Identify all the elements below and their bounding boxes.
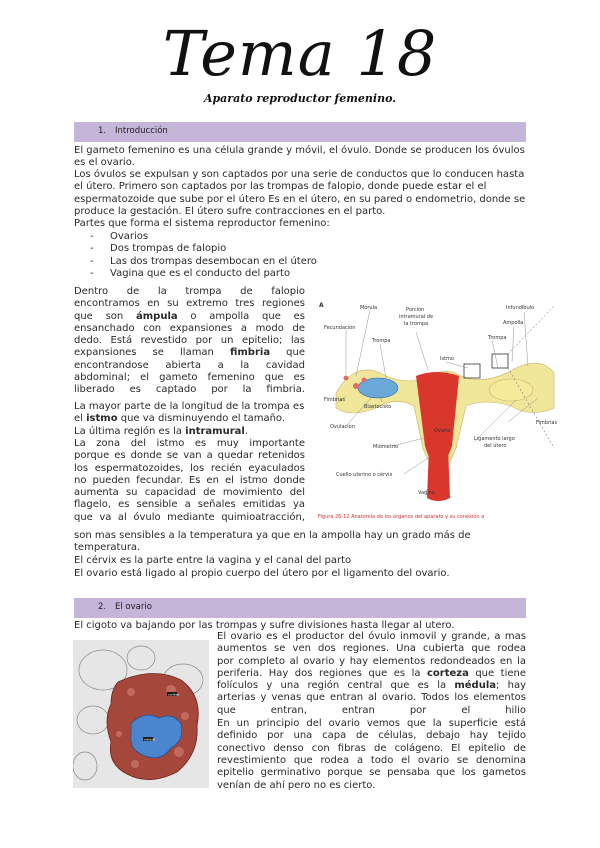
label-vagina: Vagina — [418, 490, 435, 496]
bold-term: fimbria — [229, 347, 271, 359]
label-la-trompa: la trompa — [404, 321, 429, 327]
bold-term: médula — [454, 680, 497, 692]
label-trompa: Trompa — [372, 338, 391, 344]
bold-term: corteza — [426, 667, 469, 679]
label-fecundacion: Fecundación — [324, 325, 356, 331]
text-line: abdominal; el gameto femenino que es — [74, 372, 305, 384]
label-del-utero: del útero — [484, 443, 507, 449]
label-porcion: Porción — [406, 307, 425, 313]
zoom-box — [492, 354, 508, 368]
text-line: ensanchado con expansiones a modo de — [74, 322, 305, 334]
section-heading: El ovario — [115, 602, 152, 612]
uterus-diagram — [316, 298, 560, 520]
text-line: encontrandose abierta a la cavidad — [74, 359, 305, 371]
list-item: - Las dos trompas desembocan en el útero — [90, 256, 390, 268]
section-number: 2. — [98, 602, 107, 612]
text-line: definido por una capa de células, debajo hay tejido — [217, 730, 526, 742]
text-line: epitelio germinativo porque se pensaba que los gametos — [217, 767, 526, 779]
label-ovulacion: Ovulación — [330, 424, 355, 430]
list-item: - Dos trompas de falopio — [90, 243, 390, 255]
bold-term: intramural — [185, 426, 245, 437]
paragraph-epitelio — [217, 718, 526, 779]
text-line: que va al óvulo mediante quimioatracción, — [74, 511, 305, 523]
text-line: arterias y venas que entran al ovario. Todos los elementos — [217, 692, 526, 704]
section-heading-bar — [74, 598, 526, 618]
text-line: aumentos se ven dos regiones. Una cubierta que rodea — [217, 643, 526, 655]
label-istmo: Istmo — [440, 356, 454, 362]
ovule-dot — [362, 378, 367, 383]
text-line: flagelo, es sensible a señales emitidas ya — [74, 499, 305, 511]
cortex-label: corteza — [168, 692, 180, 697]
label-ligamento: Ligamento largo — [474, 436, 515, 442]
paragraph: El gameto femenino es una célula grande y móvil, el óvulo. Donde se producen los óvulos es el ovario. — [74, 145, 525, 169]
text-line: que entran, entran por el hilio — [217, 704, 526, 716]
ovary-micrograph — [73, 640, 209, 788]
text-line: no pueden fecundar. Es en el istmo donde — [74, 474, 305, 486]
text-line: que son ámpula o ampolla que es — [74, 310, 305, 322]
paragraph: La mayor parte de la longitud de la trompa es el istmo que va disminuyendo el tamaño. — [74, 401, 305, 425]
ovary-right — [489, 379, 533, 401]
ovule-dot — [344, 376, 349, 381]
text-line: El ovario es el productor del óvulo inmovil y grande, a mas — [217, 631, 526, 642]
figure-letter: A — [319, 302, 324, 309]
paragraph: El cérvix es la parte entre la vagina y el canal del parto — [74, 555, 352, 566]
text-line: aumenta su capacidad de movimiento del — [74, 487, 305, 499]
paragraph-istmo — [74, 438, 305, 524]
label-intramural: intramural de — [399, 314, 434, 320]
paragraph-ovario — [217, 631, 526, 717]
text-line: Dentro de la trompa de falopio — [74, 286, 305, 297]
text-line: folículos y una región central que es la médula; hay — [217, 680, 526, 692]
bold-term: istmo — [86, 413, 118, 425]
zoom-box — [464, 364, 480, 378]
label-trompa: Trompa — [488, 335, 507, 341]
ovule-dot — [353, 383, 359, 389]
paragraph-trompa — [74, 286, 305, 397]
section-heading-bar — [74, 122, 526, 142]
list-item: - Ovarios — [90, 231, 390, 243]
label-ovario: Ovario — [434, 428, 451, 434]
section-heading: Introducción — [115, 126, 168, 136]
label-cuello: Cuello uterino o cérvix — [336, 472, 393, 478]
text-line: por completo al ovario y hay elementos redondeados en la — [217, 655, 526, 667]
text-line: revestimiento que rodea a todo el ovario se denomina — [217, 754, 526, 766]
text-line: La zona del istmo es muy importante — [74, 438, 305, 449]
page-subtitle: Aparato reproductor femenino. — [203, 92, 397, 105]
label-fimbrias: Fimbrias — [324, 397, 346, 403]
paragraph: Los óvulos se expulsan y son captados por una serie de conductos que lo conducen hasta el útero. Primero son captados por las trompas de falopio, donde puede estar el el espermatozoide que sube por el útero Es en el útero, en su pared o endometrio, donde se produce la gestación. El útero sufre contracciones en el parto. — [74, 169, 526, 217]
paragraph: El cigoto va bajando por las trompas y sufre divisiones hasta llegar al utero. — [74, 620, 455, 631]
paragraph: La última región es la intramural. — [74, 426, 249, 437]
page-title: Tema 18 — [162, 17, 438, 90]
text-line: periferia. Hay dos regiones que es la corteza que tiene — [217, 667, 526, 679]
parts-list — [90, 231, 390, 280]
label-ampolla: Ampolla — [503, 320, 524, 326]
paragraph: El ovario está ligado al propio cuerpo del útero por el ligamento del ovario. — [74, 568, 450, 579]
text-line: dedo. Está revestido por un epitelio; las — [74, 335, 305, 347]
paragraph: Partes que forma el sistema reproductor femenino: — [74, 218, 330, 229]
label-miometrio: Miometrio — [373, 444, 399, 450]
paragraph: son mas sensibles a la temperatura ya que en la ampolla hay un grado más de temperatura. — [74, 530, 471, 554]
label-morula: Mórula — [360, 305, 378, 311]
text-line: expansiones se llaman fimbria que — [74, 347, 305, 359]
label-infundibulo: Infundíbulo — [506, 305, 535, 311]
text-line: liberado es captado por la fimbria. — [74, 384, 305, 396]
text-line: los espermatozoides, los recién eyaculados — [74, 462, 305, 474]
section-number: 1. — [98, 126, 107, 136]
text-line: conectivo denso con fibras de colágeno. El epitelio de — [217, 742, 526, 754]
label-fimbrias: Fimbrias — [536, 420, 558, 426]
list-item: - Vagina que es el conducto del parto — [90, 268, 390, 280]
medulla-label: médula — [144, 737, 156, 742]
text-line: porque es donde se van a quedar retenidos — [74, 450, 305, 462]
paragraph: venían de ahí pero no es cierto. — [217, 780, 376, 791]
bold-term: ámpula — [136, 310, 178, 322]
text-line: encontramos en su extremo tres regiones — [74, 298, 305, 310]
figure-caption: Figura 26-12 Anatomía de los órganos del aparato y su conexión a — [318, 514, 485, 520]
label-blastocisto: Blastocisto — [364, 404, 392, 410]
text-line: En un principio del ovario vemos que la superficie está — [217, 718, 526, 729]
